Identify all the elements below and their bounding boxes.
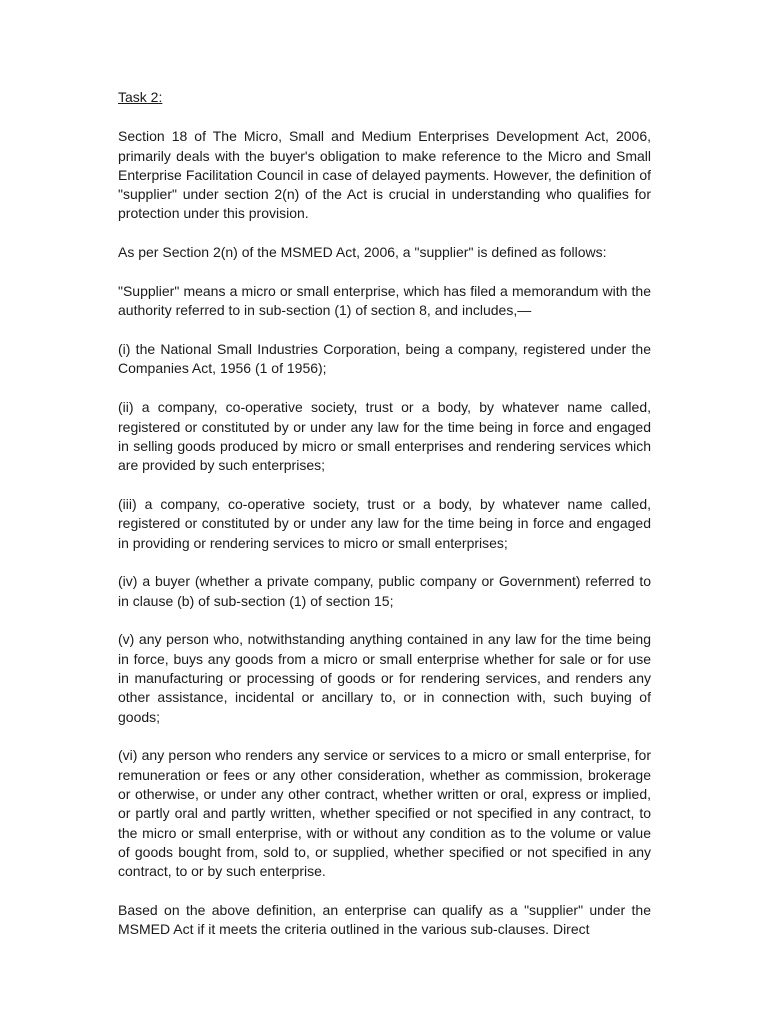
paragraph-conclusion: Based on the above definition, an enterprise can qualify as a "supplier" under the MSMED Act if it meets the criteria outlined in the various sub-clauses. Direct (118, 902, 651, 938)
clause-v: (v) any person who, notwithstanding anything contained in any law for the time being in force, buys any goods from a micro or small enterprise whether for sale or for use in manufacturing or processing of goods or for rendering services, and renders any other assistance, incidental or ancillary to, or in connection with, such buying of goods; (118, 631, 651, 725)
clause-i: (i) the National Small Industries Corporation, being a company, registered under the Companies Act, 1956 (1 of 1956); (118, 341, 651, 377)
paragraph-definition-lead: As per Section 2(n) of the MSMED Act, 2006, a "supplier" is defined as follows: (118, 244, 607, 261)
task-heading: Task 2: (118, 89, 163, 105)
clause-vi: (vi) any person who renders any service or services to a micro or small enterprise, for remuneration or fees or any other consideration, whether as commission, brokerage or otherwise, or under any other contract, whether written or oral, express or implied, or partly oral and partly written, whether specified or not specified in any contract, to the micro or small enterprise, with or without any condition as to the volume or value of goods bought from, sold to, or supplied, whether specified or not specified in any contract, to or by such enterprise. (118, 747, 651, 880)
document-page (118, 88, 651, 960)
clause-iii: (iii) a company, co-operative society, trust or a body, by whatever name called, registered or constituted by or under any law for the time being in force and engaged in providing or rendering services to micro or small enterprises; (118, 495, 651, 551)
paragraph-intro: Section 18 of The Micro, Small and Medium Enterprises Development Act, 2006, primarily deals with the buyer's obligation to make reference to the Micro and Small Enterprise Facilitation Council in case of delayed payments. However, the definition of "supplier" under section 2(n) of the Act is crucial in understanding who qualifies for protection under this provision. (118, 128, 651, 222)
clause-ii: (ii) a company, co-operative society, trust or a body, by whatever name called, registered or constituted by or under any law for the time being in force and engaged in selling goods produced by micro or small enterprises and rendering services which are provided by such enterprises; (118, 399, 651, 474)
paragraph-supplier-definition: "Supplier" means a micro or small enterprise, which has filed a memorandum with the authority referred to in sub-section (1) of section 8, and includes,— (118, 283, 651, 319)
clause-iv: (iv) a buyer (whether a private company, public company or Government) referred to in clause (b) of sub-section (1) of section 15; (118, 573, 651, 609)
